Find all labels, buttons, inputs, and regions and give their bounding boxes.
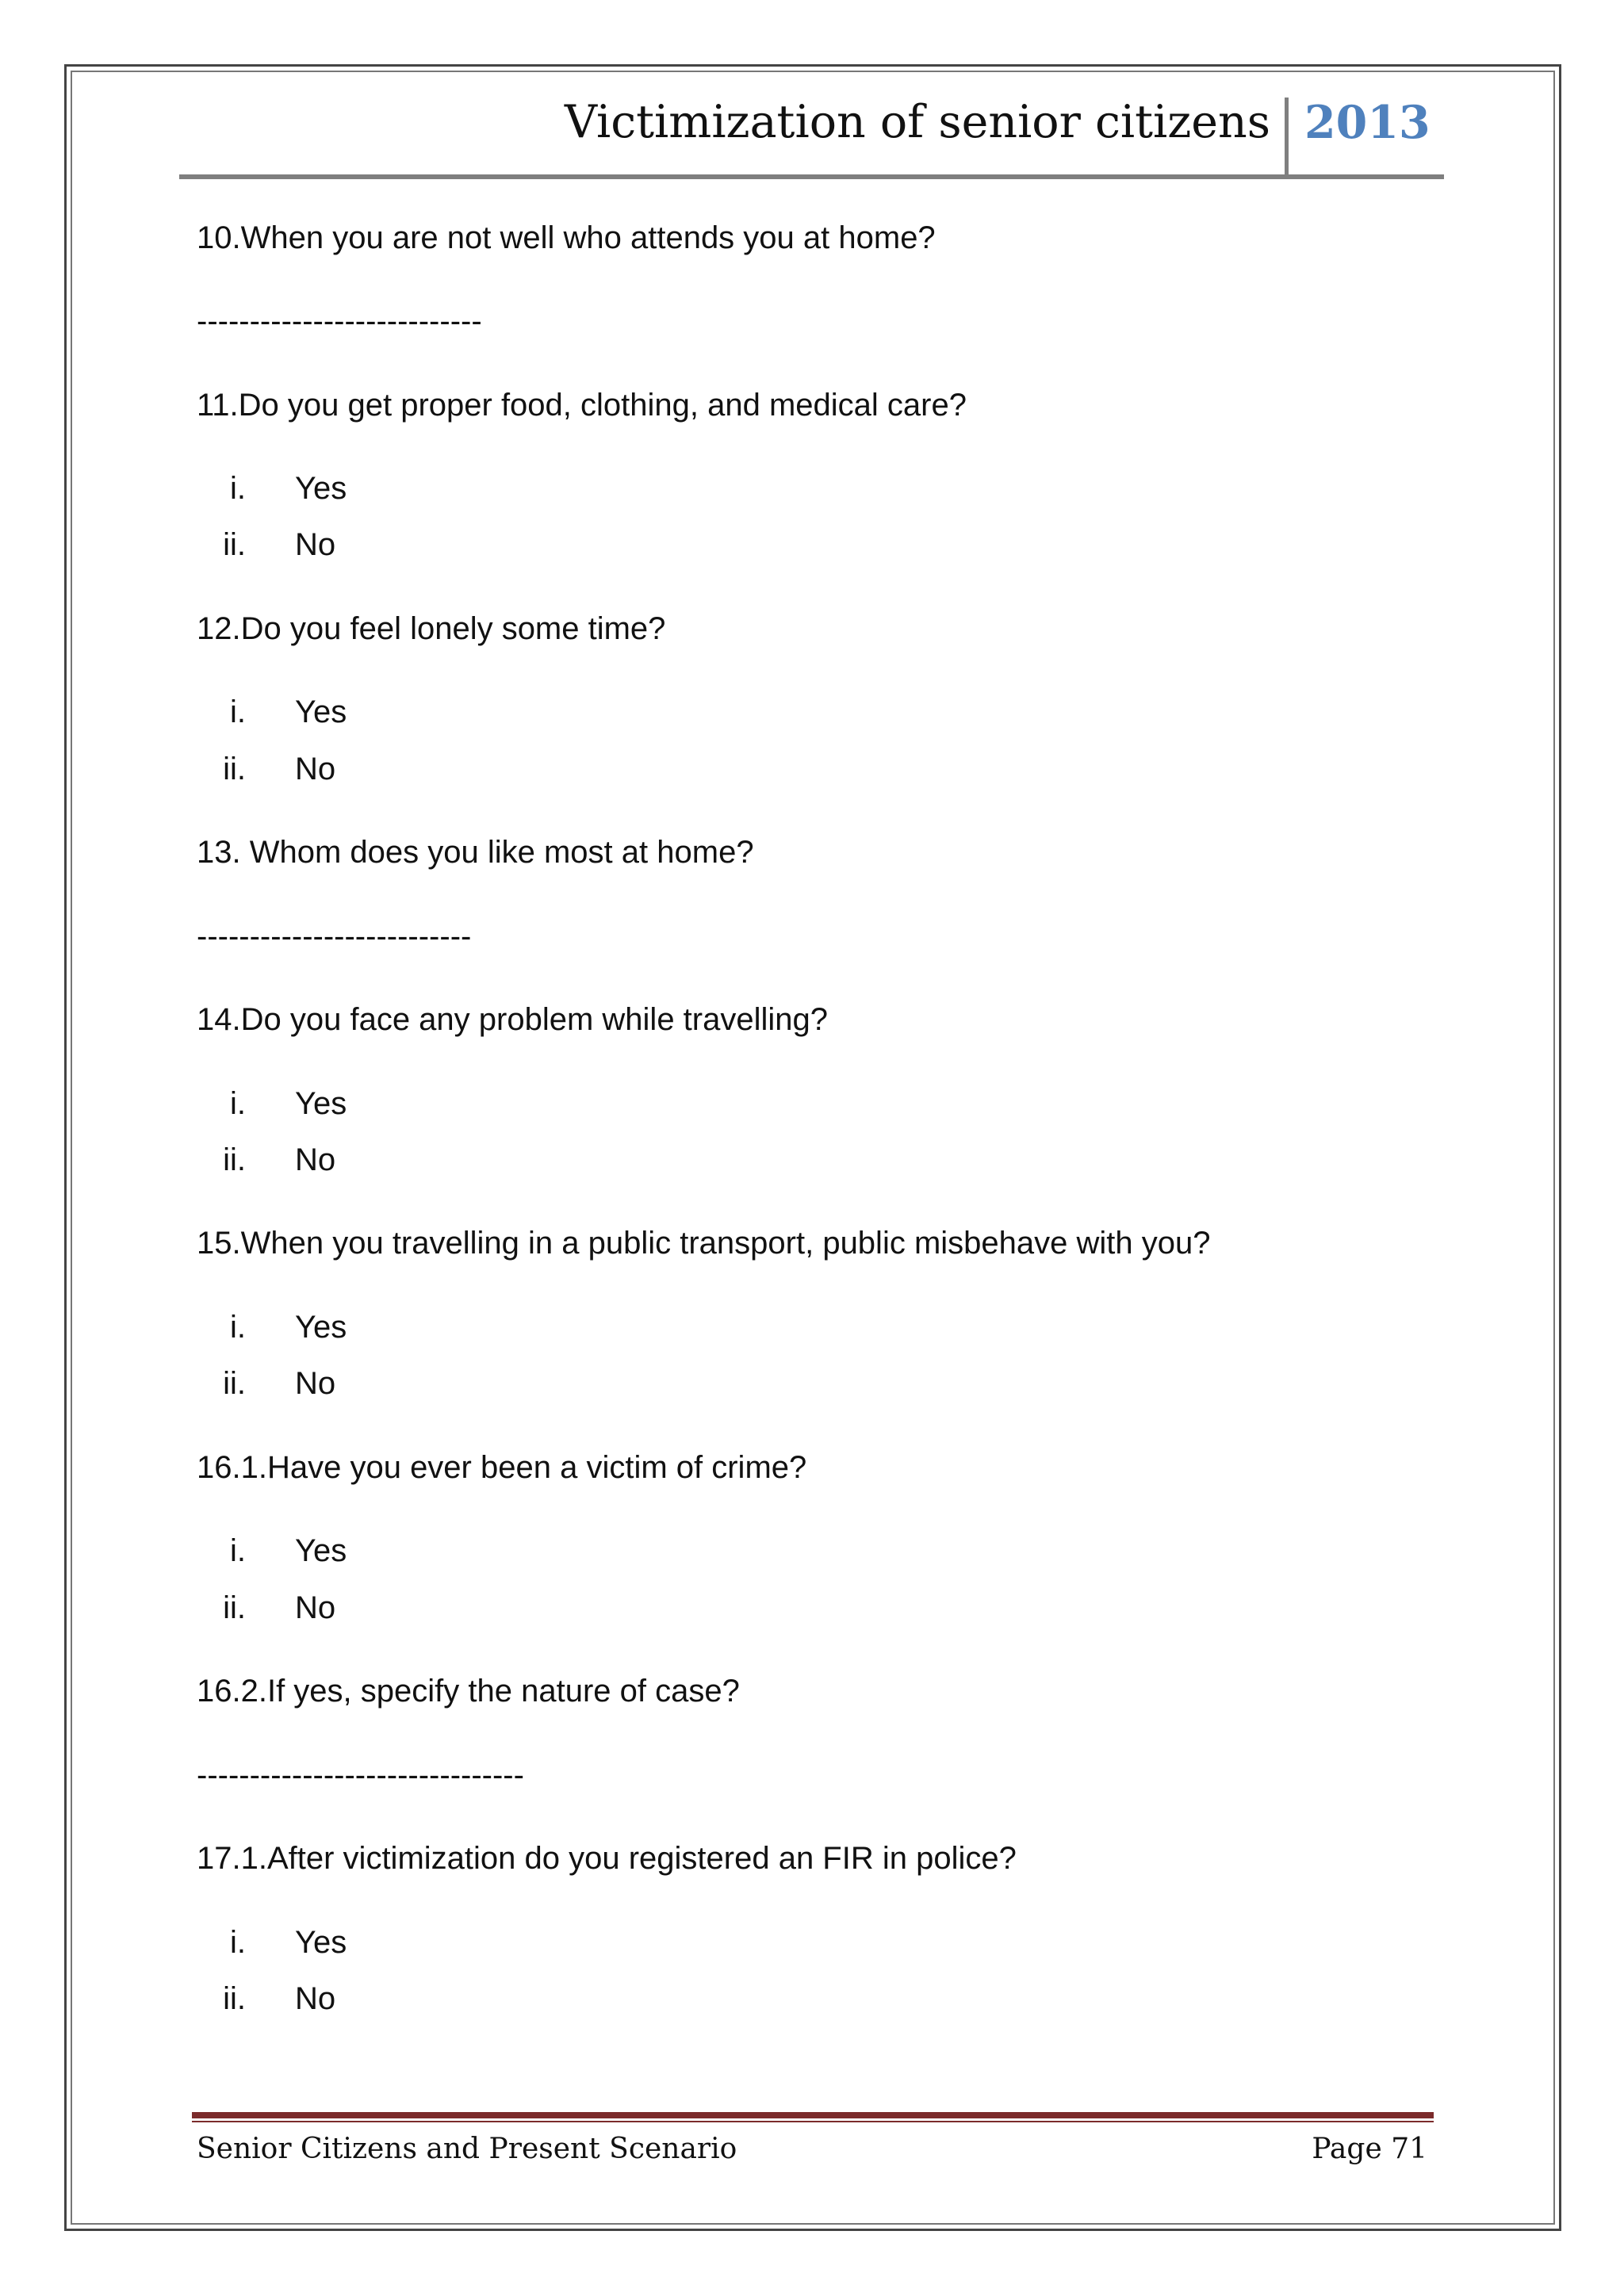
- option-number: ii.: [223, 527, 246, 562]
- footer-rule-thin: [192, 2121, 1434, 2122]
- option-no: No: [295, 1142, 336, 1177]
- header-title: Victimization of senior citizens: [564, 96, 1270, 148]
- option-yes: Yes: [295, 1086, 347, 1121]
- option-number: i.: [230, 695, 246, 729]
- option-number: i.: [230, 1310, 246, 1345]
- answer-line-16-2: -------------------------------: [197, 1758, 524, 1793]
- answer-line-13: --------------------------: [197, 919, 472, 954]
- page-number: Page 71: [1312, 2133, 1427, 2165]
- option-yes: Yes: [295, 1310, 347, 1345]
- question-16-1: 16.1.Have you ever been a victim of crime?: [197, 1450, 807, 1485]
- question-13: 13. Whom does you like most at home?: [197, 835, 754, 870]
- footer-rule-thick: [192, 2112, 1434, 2118]
- question-16-2: 16.2.If yes, specify the nature of case?: [197, 1674, 740, 1709]
- option-no: No: [295, 527, 336, 562]
- option-number: i.: [230, 1086, 246, 1121]
- option-number: ii.: [223, 1590, 246, 1625]
- header-year: 2013: [1304, 96, 1431, 149]
- option-number: ii.: [223, 1366, 246, 1401]
- question-10: 10.When you are not well who attends you at home?: [197, 220, 936, 255]
- header-divider: [1285, 98, 1289, 178]
- option-number: i.: [230, 1925, 246, 1960]
- question-12: 12.Do you feel lonely some time?: [197, 611, 666, 646]
- option-no: No: [295, 1590, 336, 1625]
- answer-line-10: ---------------------------: [197, 304, 482, 339]
- option-number: i.: [230, 471, 246, 506]
- question-11: 11.Do you get proper food, clothing, and medical care?: [197, 388, 967, 423]
- option-no: No: [295, 752, 336, 786]
- option-no: No: [295, 1981, 336, 2016]
- option-number: ii.: [223, 1981, 246, 2016]
- option-yes: Yes: [295, 1533, 347, 1568]
- option-no: No: [295, 1366, 336, 1401]
- question-17-1: 17.1.After victimization do you registered an FIR in police?: [197, 1841, 1017, 1876]
- footer-title: Senior Citizens and Present Scenario: [197, 2133, 737, 2165]
- question-14: 14.Do you face any problem while travelling?: [197, 1002, 828, 1037]
- option-yes: Yes: [295, 1925, 347, 1960]
- header-rule: [179, 174, 1444, 179]
- question-15: 15.When you travelling in a public transport, public misbehave with you?: [197, 1226, 1211, 1261]
- option-number: ii.: [223, 752, 246, 786]
- option-yes: Yes: [295, 471, 347, 506]
- option-number: ii.: [223, 1142, 246, 1177]
- option-yes: Yes: [295, 695, 347, 729]
- option-number: i.: [230, 1533, 246, 1568]
